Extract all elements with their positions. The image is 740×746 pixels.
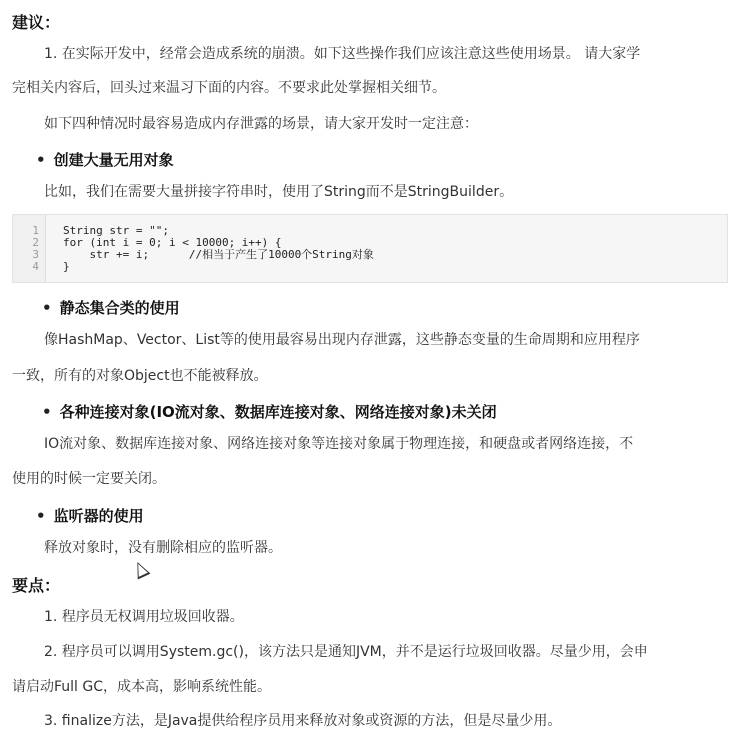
bullet-text-connections-line1: IO流对象、数据库连接对象、网络连接对象等连接对象属于物理连接，和硬盘或者网络连接，不 xyxy=(44,436,634,452)
code-line: for (int i = 0; i < 10000; i++) { xyxy=(63,236,282,249)
bullet-text-useless-objects: 比如，我们在需要大量拼接字符串时，使用了String而不是StringBuilder。 xyxy=(44,184,514,200)
key-point-1: 1. 程序员无权调用垃圾回收器。 xyxy=(44,609,244,625)
code-block xyxy=(12,214,728,283)
bullet-text-static-collections-line1: 像HashMap、Vector、List等的使用最容易出现内存泄露，这些静态变量的生命周期和应用程序 xyxy=(44,332,640,348)
key-point-2-line2: 请启动Full GC，成本高，影响系统性能。 xyxy=(12,679,272,695)
bullet-title-useless-objects: • 创建大量无用对象 xyxy=(36,149,174,170)
paragraph-intro-line1: 1. 在实际开发中，经常会造成系统的崩溃。如下这些操作我们应该注意这些使用场景。 请大家学 xyxy=(44,46,641,62)
bullet-title-static-collections: • 静态集合类的使用 xyxy=(42,297,180,318)
code-gutter xyxy=(13,215,46,282)
bullet-text-static-collections-line2: 一致，所有的对象Object也不能被释放。 xyxy=(12,368,268,384)
bullet-text-listeners: 释放对象时，没有删除相应的监听器。 xyxy=(44,540,282,556)
key-point-2-line1: 2. 程序员可以调用System.gc()，该方法只是通知JVM，并不是运行垃圾回收器。尽量少用，会申 xyxy=(44,644,648,660)
code-line-number: 3 xyxy=(32,248,39,261)
bullet-title-connections: • 各种连接对象(IO流对象、数据库连接对象、网络连接对象)未关闭 xyxy=(42,401,497,422)
code-line: str += i; //相当于产生了10000个String对象 xyxy=(63,248,374,261)
paragraph-intro-line2: 完相关内容后，回头过来温习下面的内容。不要求此处掌握相关细节。 xyxy=(12,80,446,96)
heading-suggestions: 建议： xyxy=(12,13,61,32)
bullet-text-connections-line2: 使用的时候一定要关闭。 xyxy=(12,471,166,487)
heading-key-points: 要点： xyxy=(12,576,61,595)
code-line: } xyxy=(63,260,70,273)
code-line-number: 4 xyxy=(32,260,39,273)
key-point-3: 3. finalize方法，是Java提供给程序员用来释放对象或资源的方法，但是尽量少用。 xyxy=(44,713,562,729)
mouse-cursor-icon xyxy=(131,559,150,579)
code-line-number: 2 xyxy=(32,236,39,249)
paragraph-four-cases: 如下四种情况时最容易造成内存泄露的场景，请大家开发时一定注意： xyxy=(44,116,478,132)
bullet-title-listeners: • 监听器的使用 xyxy=(36,505,144,526)
code-line: String str = ""; xyxy=(63,224,169,237)
code-line-number: 1 xyxy=(32,224,39,237)
